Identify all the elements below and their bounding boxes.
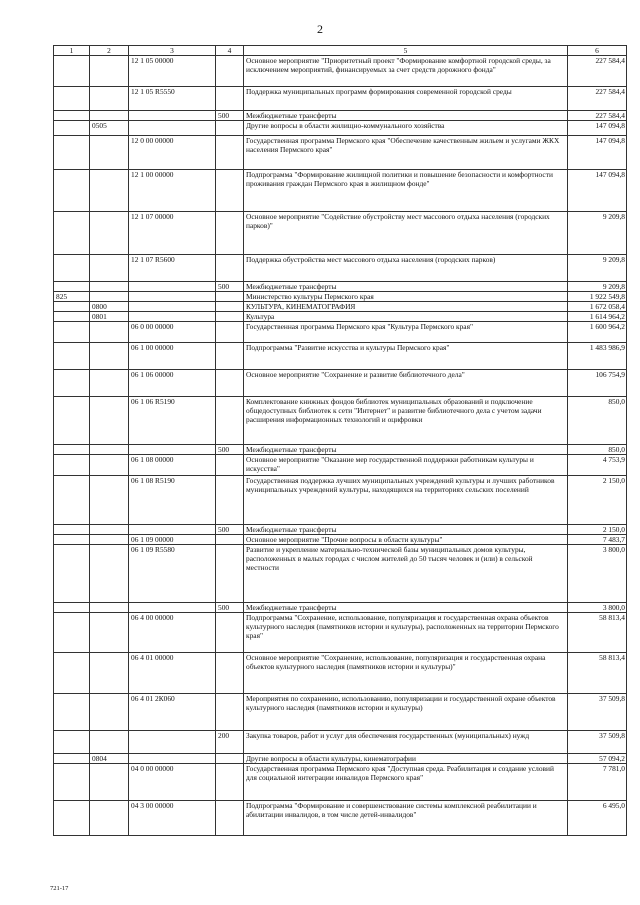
table-row xyxy=(54,613,627,653)
table-row xyxy=(54,545,627,603)
amount-cell: 9 209,8 xyxy=(568,212,627,255)
section-code-cell xyxy=(90,282,129,292)
ministry-code-cell xyxy=(54,170,90,212)
description-cell: Государственная поддержка лучших муниципальных учреждений культуры и лучших работников муниципальных учреждений культуры, находящихся на территориях сельских поселений xyxy=(244,476,568,525)
section-code-cell xyxy=(90,322,129,343)
table-row xyxy=(54,111,627,121)
table-row xyxy=(54,694,627,731)
target-article-cell xyxy=(129,111,216,121)
expense-type-cell xyxy=(216,613,244,653)
target-article-cell: 06 0 00 00000 xyxy=(129,322,216,343)
table-row xyxy=(54,322,627,343)
table-row xyxy=(54,397,627,445)
description-cell: Основное мероприятие "Сохранение, использование, популяризация и государственная охрана объектов культурного наследия (памятников истории и культуры)" xyxy=(244,653,568,694)
amount-cell: 7 781,0 xyxy=(568,764,627,801)
amount-cell: 106 754,9 xyxy=(568,370,627,397)
table-row xyxy=(54,121,627,136)
section-code-cell xyxy=(90,87,129,111)
expense-type-cell: 200 xyxy=(216,731,244,754)
ministry-code-cell xyxy=(54,764,90,801)
section-code-cell: 0800 xyxy=(90,302,129,312)
target-article-cell xyxy=(129,754,216,764)
amount-cell: 227 584,4 xyxy=(568,56,627,87)
table-row xyxy=(54,455,627,476)
column-number-header: 4 xyxy=(216,46,244,56)
expense-type-cell xyxy=(216,292,244,302)
expense-type-cell: 500 xyxy=(216,603,244,613)
target-article-cell xyxy=(129,525,216,535)
amount-cell: 147 094,8 xyxy=(568,170,627,212)
table-row xyxy=(54,445,627,455)
ministry-code-cell xyxy=(54,476,90,525)
expense-type-cell xyxy=(216,302,244,312)
table-row xyxy=(54,170,627,212)
ministry-code-cell xyxy=(54,322,90,343)
description-cell: Поддержка обустройства мест массового отдыха населения (городских парков) xyxy=(244,255,568,282)
expense-type-cell xyxy=(216,801,244,836)
expense-type-cell: 500 xyxy=(216,282,244,292)
amount-cell: 6 495,0 xyxy=(568,801,627,836)
section-code-cell xyxy=(90,613,129,653)
ministry-code-cell xyxy=(54,535,90,545)
ministry-code-cell xyxy=(54,445,90,455)
amount-cell: 1 672 058,4 xyxy=(568,302,627,312)
section-code-cell xyxy=(90,397,129,445)
expense-type-cell xyxy=(216,694,244,731)
target-article-cell: 12 0 00 00000 xyxy=(129,136,216,170)
amount-cell: 4 753,9 xyxy=(568,455,627,476)
table-row xyxy=(54,603,627,613)
description-cell: Закупка товаров, работ и услуг для обеспечения государственных (муниципальных) нужд xyxy=(244,731,568,754)
table-row xyxy=(54,56,627,87)
target-article-cell xyxy=(129,603,216,613)
amount-cell: 1 483 986,9 xyxy=(568,343,627,370)
description-cell: Основное мероприятие "Содействие обустройству мест массового отдыха населения (городских парков)" xyxy=(244,212,568,255)
ministry-code-cell xyxy=(54,343,90,370)
amount-cell: 850,0 xyxy=(568,397,627,445)
amount-cell: 2 150,0 xyxy=(568,525,627,535)
section-code-cell xyxy=(90,694,129,731)
ministry-code-cell: 825 xyxy=(54,292,90,302)
description-cell: Основное мероприятие "Сохранение и развитие библиотечного дела" xyxy=(244,370,568,397)
table-row xyxy=(54,764,627,801)
table-row xyxy=(54,312,627,322)
section-code-cell xyxy=(90,731,129,754)
target-article-cell: 12 1 07 R5600 xyxy=(129,255,216,282)
ministry-code-cell xyxy=(54,282,90,292)
expense-type-cell: 500 xyxy=(216,111,244,121)
description-cell: Межбюджетные трансферты xyxy=(244,111,568,121)
target-article-cell: 06 1 00 00000 xyxy=(129,343,216,370)
section-code-cell xyxy=(90,801,129,836)
amount-cell: 2 150,0 xyxy=(568,476,627,525)
expense-type-cell: 500 xyxy=(216,525,244,535)
ministry-code-cell xyxy=(54,111,90,121)
section-code-cell xyxy=(90,212,129,255)
section-code-cell: 0804 xyxy=(90,754,129,764)
description-cell: Межбюджетные трансферты xyxy=(244,525,568,535)
expense-type-cell xyxy=(216,121,244,136)
description-cell: Основное мероприятие "Прочие вопросы в области культуры" xyxy=(244,535,568,545)
expense-type-cell xyxy=(216,312,244,322)
section-code-cell xyxy=(90,545,129,603)
target-article-cell: 06 1 08 00000 xyxy=(129,455,216,476)
amount-cell: 1 614 964,2 xyxy=(568,312,627,322)
target-article-cell: 06 4 01 00000 xyxy=(129,653,216,694)
amount-cell: 37 509,8 xyxy=(568,694,627,731)
amount-cell: 147 094,8 xyxy=(568,136,627,170)
amount-cell: 147 094,8 xyxy=(568,121,627,136)
expense-type-cell xyxy=(216,545,244,603)
ministry-code-cell xyxy=(54,731,90,754)
description-cell: Министерство культуры Пермского края xyxy=(244,292,568,302)
table-row xyxy=(54,731,627,754)
ministry-code-cell xyxy=(54,312,90,322)
table-body xyxy=(54,56,627,836)
ministry-code-cell xyxy=(54,653,90,694)
target-article-cell: 06 1 06 00000 xyxy=(129,370,216,397)
description-cell: Поддержка муниципальных программ формирования современной городской среды xyxy=(244,87,568,111)
section-code-cell: 0505 xyxy=(90,121,129,136)
expense-type-cell xyxy=(216,255,244,282)
expense-type-cell xyxy=(216,87,244,111)
section-code-cell xyxy=(90,111,129,121)
table-row xyxy=(54,801,627,836)
section-code-cell xyxy=(90,445,129,455)
ministry-code-cell xyxy=(54,801,90,836)
section-code-cell xyxy=(90,292,129,302)
table-row xyxy=(54,653,627,694)
target-article-cell xyxy=(129,282,216,292)
ministry-code-cell xyxy=(54,754,90,764)
ministry-code-cell xyxy=(54,56,90,87)
target-article-cell xyxy=(129,292,216,302)
description-cell: Развитие и укрепление материально-технической базы муниципальных домов культуры, расположенных в малых городах с числом жителей до 50 тысяч человек и (или) в сельской местности xyxy=(244,545,568,603)
target-article-cell: 06 4 01 2К060 xyxy=(129,694,216,731)
amount-cell: 227 584,4 xyxy=(568,111,627,121)
section-code-cell xyxy=(90,535,129,545)
description-cell: Другие вопросы в области культуры, кинематографии xyxy=(244,754,568,764)
description-cell: Подпрограмма "Развитие искусства и культуры Пермского края" xyxy=(244,343,568,370)
target-article-cell: 12 1 05 00000 xyxy=(129,56,216,87)
target-article-cell: 12 1 05 R5550 xyxy=(129,87,216,111)
target-article-cell: 12 1 07 00000 xyxy=(129,212,216,255)
table-row xyxy=(54,255,627,282)
expense-type-cell xyxy=(216,322,244,343)
expense-type-cell xyxy=(216,343,244,370)
section-code-cell: 0801 xyxy=(90,312,129,322)
table-row xyxy=(54,87,627,111)
target-article-cell: 06 1 08 R5190 xyxy=(129,476,216,525)
expense-type-cell: 500 xyxy=(216,445,244,455)
ministry-code-cell xyxy=(54,545,90,603)
section-code-cell xyxy=(90,343,129,370)
ministry-code-cell xyxy=(54,212,90,255)
table-row xyxy=(54,343,627,370)
description-cell: Межбюджетные трансферты xyxy=(244,282,568,292)
description-cell: Государственная программа Пермского края "Обеспечение качественным жильем и услугами ЖКХ населения Пермского края" xyxy=(244,136,568,170)
budget-table xyxy=(53,45,627,836)
amount-cell: 227 584,4 xyxy=(568,87,627,111)
expense-type-cell xyxy=(216,653,244,694)
section-code-cell xyxy=(90,455,129,476)
table-row xyxy=(54,212,627,255)
description-cell: КУЛЬТУРА, КИНЕМАТОГРАФИЯ xyxy=(244,302,568,312)
section-code-cell xyxy=(90,136,129,170)
expense-type-cell xyxy=(216,455,244,476)
column-number-header: 2 xyxy=(90,46,129,56)
column-number-header: 5 xyxy=(244,46,568,56)
description-cell: Другие вопросы в области жилищно-коммунального хозяйства xyxy=(244,121,568,136)
page-number: 2 xyxy=(317,22,323,36)
target-article-cell: 12 1 00 00000 xyxy=(129,170,216,212)
amount-cell: 57 094,2 xyxy=(568,754,627,764)
expense-type-cell xyxy=(216,764,244,801)
expense-type-cell xyxy=(216,535,244,545)
target-article-cell: 04 3 00 00000 xyxy=(129,801,216,836)
ministry-code-cell xyxy=(54,121,90,136)
ministry-code-cell xyxy=(54,302,90,312)
description-cell: Мероприятия по сохранению, использованию, популяризации и государственной охране объектов культурного наследия (памятников истории и культуры) xyxy=(244,694,568,731)
expense-type-cell xyxy=(216,170,244,212)
description-cell: Государственная программа Пермского края "Доступная среда. Реабилитация и создание условий для социальной интеграции инвалидов Пермского края" xyxy=(244,764,568,801)
table-row xyxy=(54,292,627,302)
table-row xyxy=(54,370,627,397)
ministry-code-cell xyxy=(54,136,90,170)
expense-type-cell xyxy=(216,56,244,87)
column-number-header: 6 xyxy=(568,46,627,56)
target-article-cell xyxy=(129,445,216,455)
amount-cell: 58 813,4 xyxy=(568,653,627,694)
table-row xyxy=(54,302,627,312)
section-code-cell xyxy=(90,370,129,397)
amount-cell: 1 922 549,8 xyxy=(568,292,627,302)
description-cell: Культура xyxy=(244,312,568,322)
table-row xyxy=(54,525,627,535)
ministry-code-cell xyxy=(54,694,90,731)
expense-type-cell xyxy=(216,476,244,525)
target-article-cell: 06 4 00 00000 xyxy=(129,613,216,653)
table-row xyxy=(54,754,627,764)
column-number-header: 3 xyxy=(129,46,216,56)
description-cell: Подпрограмма "Сохранение, использование, популяризация и государственная охрана объектов культурного наследия (памятников истории и культуры), расположенных на территории Пермского края" xyxy=(244,613,568,653)
table-row xyxy=(54,476,627,525)
amount-cell: 9 209,8 xyxy=(568,282,627,292)
section-code-cell xyxy=(90,525,129,535)
description-cell: Межбюджетные трансферты xyxy=(244,603,568,613)
table-row xyxy=(54,282,627,292)
amount-cell: 58 813,4 xyxy=(568,613,627,653)
section-code-cell xyxy=(90,653,129,694)
expense-type-cell xyxy=(216,370,244,397)
target-article-cell xyxy=(129,302,216,312)
section-code-cell xyxy=(90,255,129,282)
ministry-code-cell xyxy=(54,603,90,613)
ministry-code-cell xyxy=(54,255,90,282)
amount-cell: 37 509,8 xyxy=(568,731,627,754)
column-number-header: 1 xyxy=(54,46,90,56)
target-article-cell xyxy=(129,121,216,136)
target-article-cell: 06 1 06 R5190 xyxy=(129,397,216,445)
target-article-cell: 06 1 09 00000 xyxy=(129,535,216,545)
amount-cell: 3 800,0 xyxy=(568,545,627,603)
table-row xyxy=(54,535,627,545)
target-article-cell: 04 0 00 00000 xyxy=(129,764,216,801)
ministry-code-cell xyxy=(54,525,90,535)
footer-code: 721-17 xyxy=(50,885,69,892)
amount-cell: 9 209,8 xyxy=(568,255,627,282)
description-cell: Подпрограмма "Формирование жилищной политики и повышение безопасности и комфортности проживания граждан Пермского края в жилищном фонде" xyxy=(244,170,568,212)
description-cell: Комплектование книжных фондов библиотек муниципальных образований и подключение общедоступных библиотек к сети "Интернет" и развитие библиотечного дела с учетом задачи расширения информационных технологий и оцифровки xyxy=(244,397,568,445)
section-code-cell xyxy=(90,56,129,87)
target-article-cell xyxy=(129,312,216,322)
column-number-row xyxy=(54,46,627,56)
ministry-code-cell xyxy=(54,455,90,476)
table-row xyxy=(54,136,627,170)
target-article-cell: 06 1 09 R5580 xyxy=(129,545,216,603)
amount-cell: 7 483,7 xyxy=(568,535,627,545)
description-cell: Государственная программа Пермского края "Культура Пермского края" xyxy=(244,322,568,343)
ministry-code-cell xyxy=(54,370,90,397)
ministry-code-cell xyxy=(54,397,90,445)
amount-cell: 3 800,0 xyxy=(568,603,627,613)
expense-type-cell xyxy=(216,397,244,445)
description-cell: Подпрограмма "Формирование и совершенствование системы комплексной реабилитации и абилитации инвалидов, в том числе детей-инвалидов" xyxy=(244,801,568,836)
section-code-cell xyxy=(90,476,129,525)
section-code-cell xyxy=(90,764,129,801)
amount-cell: 1 600 964,2 xyxy=(568,322,627,343)
expense-type-cell xyxy=(216,136,244,170)
amount-cell: 850,0 xyxy=(568,445,627,455)
description-cell: Основное мероприятие "Оказание мер государственной поддержки работникам культуры и искусства" xyxy=(244,455,568,476)
section-code-cell xyxy=(90,170,129,212)
description-cell: Межбюджетные трансферты xyxy=(244,445,568,455)
ministry-code-cell xyxy=(54,87,90,111)
expense-type-cell xyxy=(216,212,244,255)
ministry-code-cell xyxy=(54,613,90,653)
section-code-cell xyxy=(90,603,129,613)
target-article-cell xyxy=(129,731,216,754)
expense-type-cell xyxy=(216,754,244,764)
description-cell: Основное мероприятие "Приоритетный проект "Формирование комфортной городской среды, за исключением мероприятий, финансируемых за счет средств дорожного фонда" xyxy=(244,56,568,87)
